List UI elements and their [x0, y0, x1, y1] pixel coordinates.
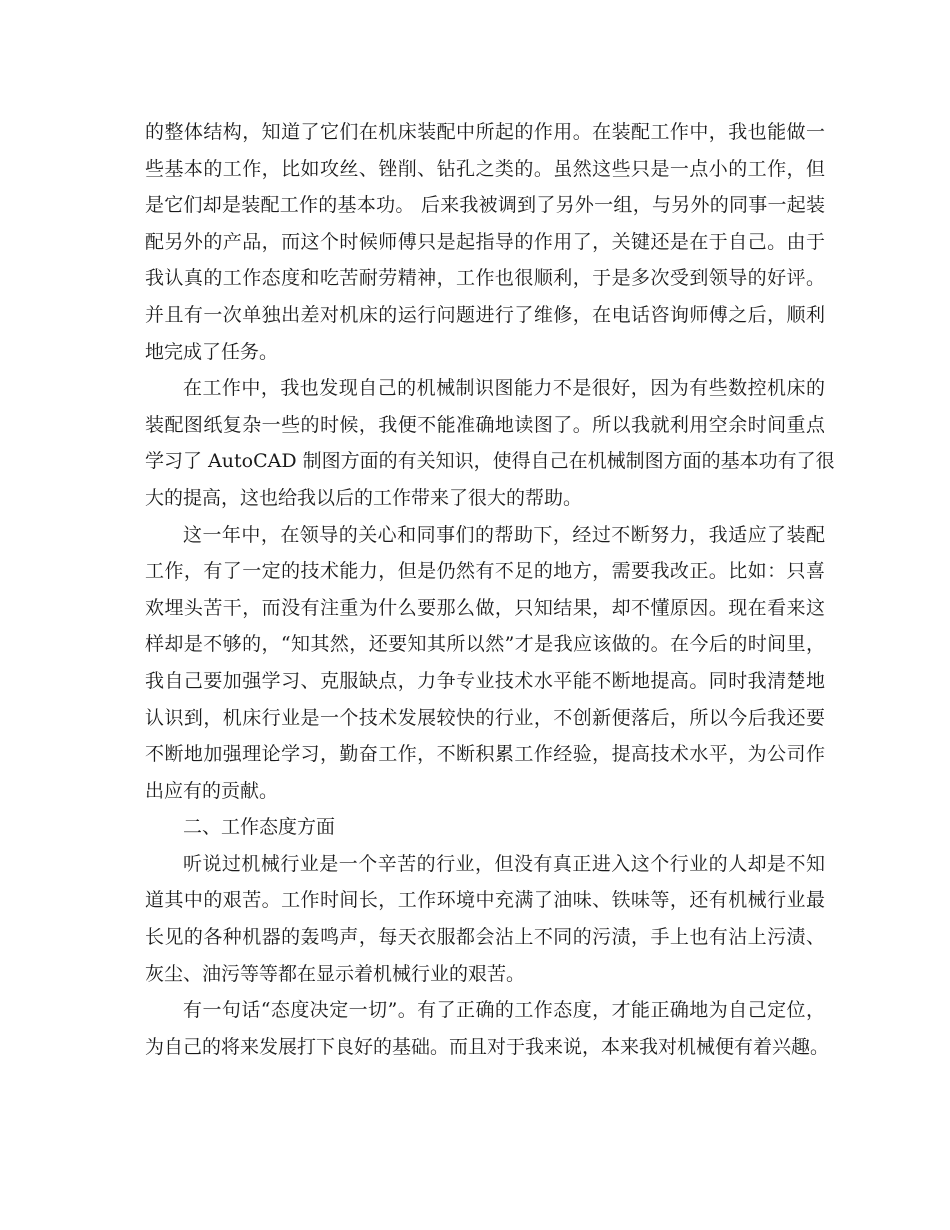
text-line: 工作，有了一定的技术能力，但是仍然有不足的地方，需要我改正。比如：只喜 [145, 560, 825, 583]
text-line: 在工作中，我也发现自己的机械制识图能力不是很好，因为有些数控机床的 [183, 377, 825, 400]
text-line: 长见的各种机器的轰鸣声，每天衣服都会沾上不同的污渍，手上也有沾上污渍、 [145, 926, 825, 949]
text-line: 道其中的艰苦。工作时间长，工作环境中充满了油味、铁味等，还有机械行业最 [145, 889, 825, 912]
text-line: 不断地加强理论学习，勤奋工作，不断积累工作经验，提高技术水平，为公司作 [145, 743, 825, 766]
text-line: 的整体结构，知道了它们在机床装配中所起的作用。在装配工作中，我也能做一 [145, 121, 825, 143]
text-line: 些基本的工作，比如攻丝、锉削、钻孔之类的。虽然这些只是一点小的工作，但 [145, 157, 825, 180]
text-line: 有一句话“态度决定一切”。有了正确的工作态度，才能正确地为自己定位， [183, 999, 825, 1022]
text-line: 出应有的贡献。 [145, 779, 279, 802]
text-line: 二、工作态度方面 [183, 816, 336, 839]
text-line: 配另外的产品，而这个时候师傅只是起指导的作用了，关键还是在于自己。由于 [145, 230, 825, 253]
text-line: 大的提高，这也给我以后的工作带来了很大的帮助。 [145, 486, 583, 509]
text-line: 样却是不够的，“知其然，还要知其所以然”才是我应该做的。在今后的时间里， [145, 633, 825, 656]
text-line: 并且有一次单独出差对机床的运行问题进行了维修，在电话咨询师傅之后，顺利 [145, 303, 825, 326]
text-line: 我认真的工作态度和吃苦耐劳精神，工作也很顺利，于是多次受到领导的好评。 [145, 267, 825, 290]
text-line: 欢埋头苦干，而没有注重为什么要那么做，只知结果，却不懂原因。现在看来这 [145, 596, 825, 619]
text-line: 为自己的将来发展打下良好的基础。而且对于我来说，本来我对机械便有着兴趣。 [145, 1035, 830, 1058]
text-line: 这一年中，在领导的关心和同事们的帮助下，经过不断努力，我适应了装配 [183, 523, 825, 546]
text-line: 听说过机械行业是一个辛苦的行业，但没有真正进入这个行业的人却是不知 [183, 852, 825, 875]
text-line: 我自己要加强学习、克服缺点，力争专业技术水平能不断地提高。同时我清楚地 [145, 669, 825, 692]
text-line: 是它们却是装配工作的基本功。 后来我被调到了另外一组，与另外的同事一起装 [145, 194, 825, 217]
text-line: 地完成了任务。 [145, 340, 279, 363]
text-line: 学习了 AutoCAD 制图方面的有关知识，使得自己在机械制图方面的基本功有了很 [145, 450, 835, 473]
text-line: 装配图纸复杂一些的时候，我便不能准确地读图了。所以我就利用空余时间重点 [145, 413, 825, 436]
text-line: 灰尘、油污等等都在显示着机械行业的艰苦。 [145, 962, 526, 985]
text-line: 认识到，机床行业是一个技术发展较快的行业，不创新便落后，所以今后我还要 [145, 706, 825, 729]
document-body [145, 114, 835, 1065]
